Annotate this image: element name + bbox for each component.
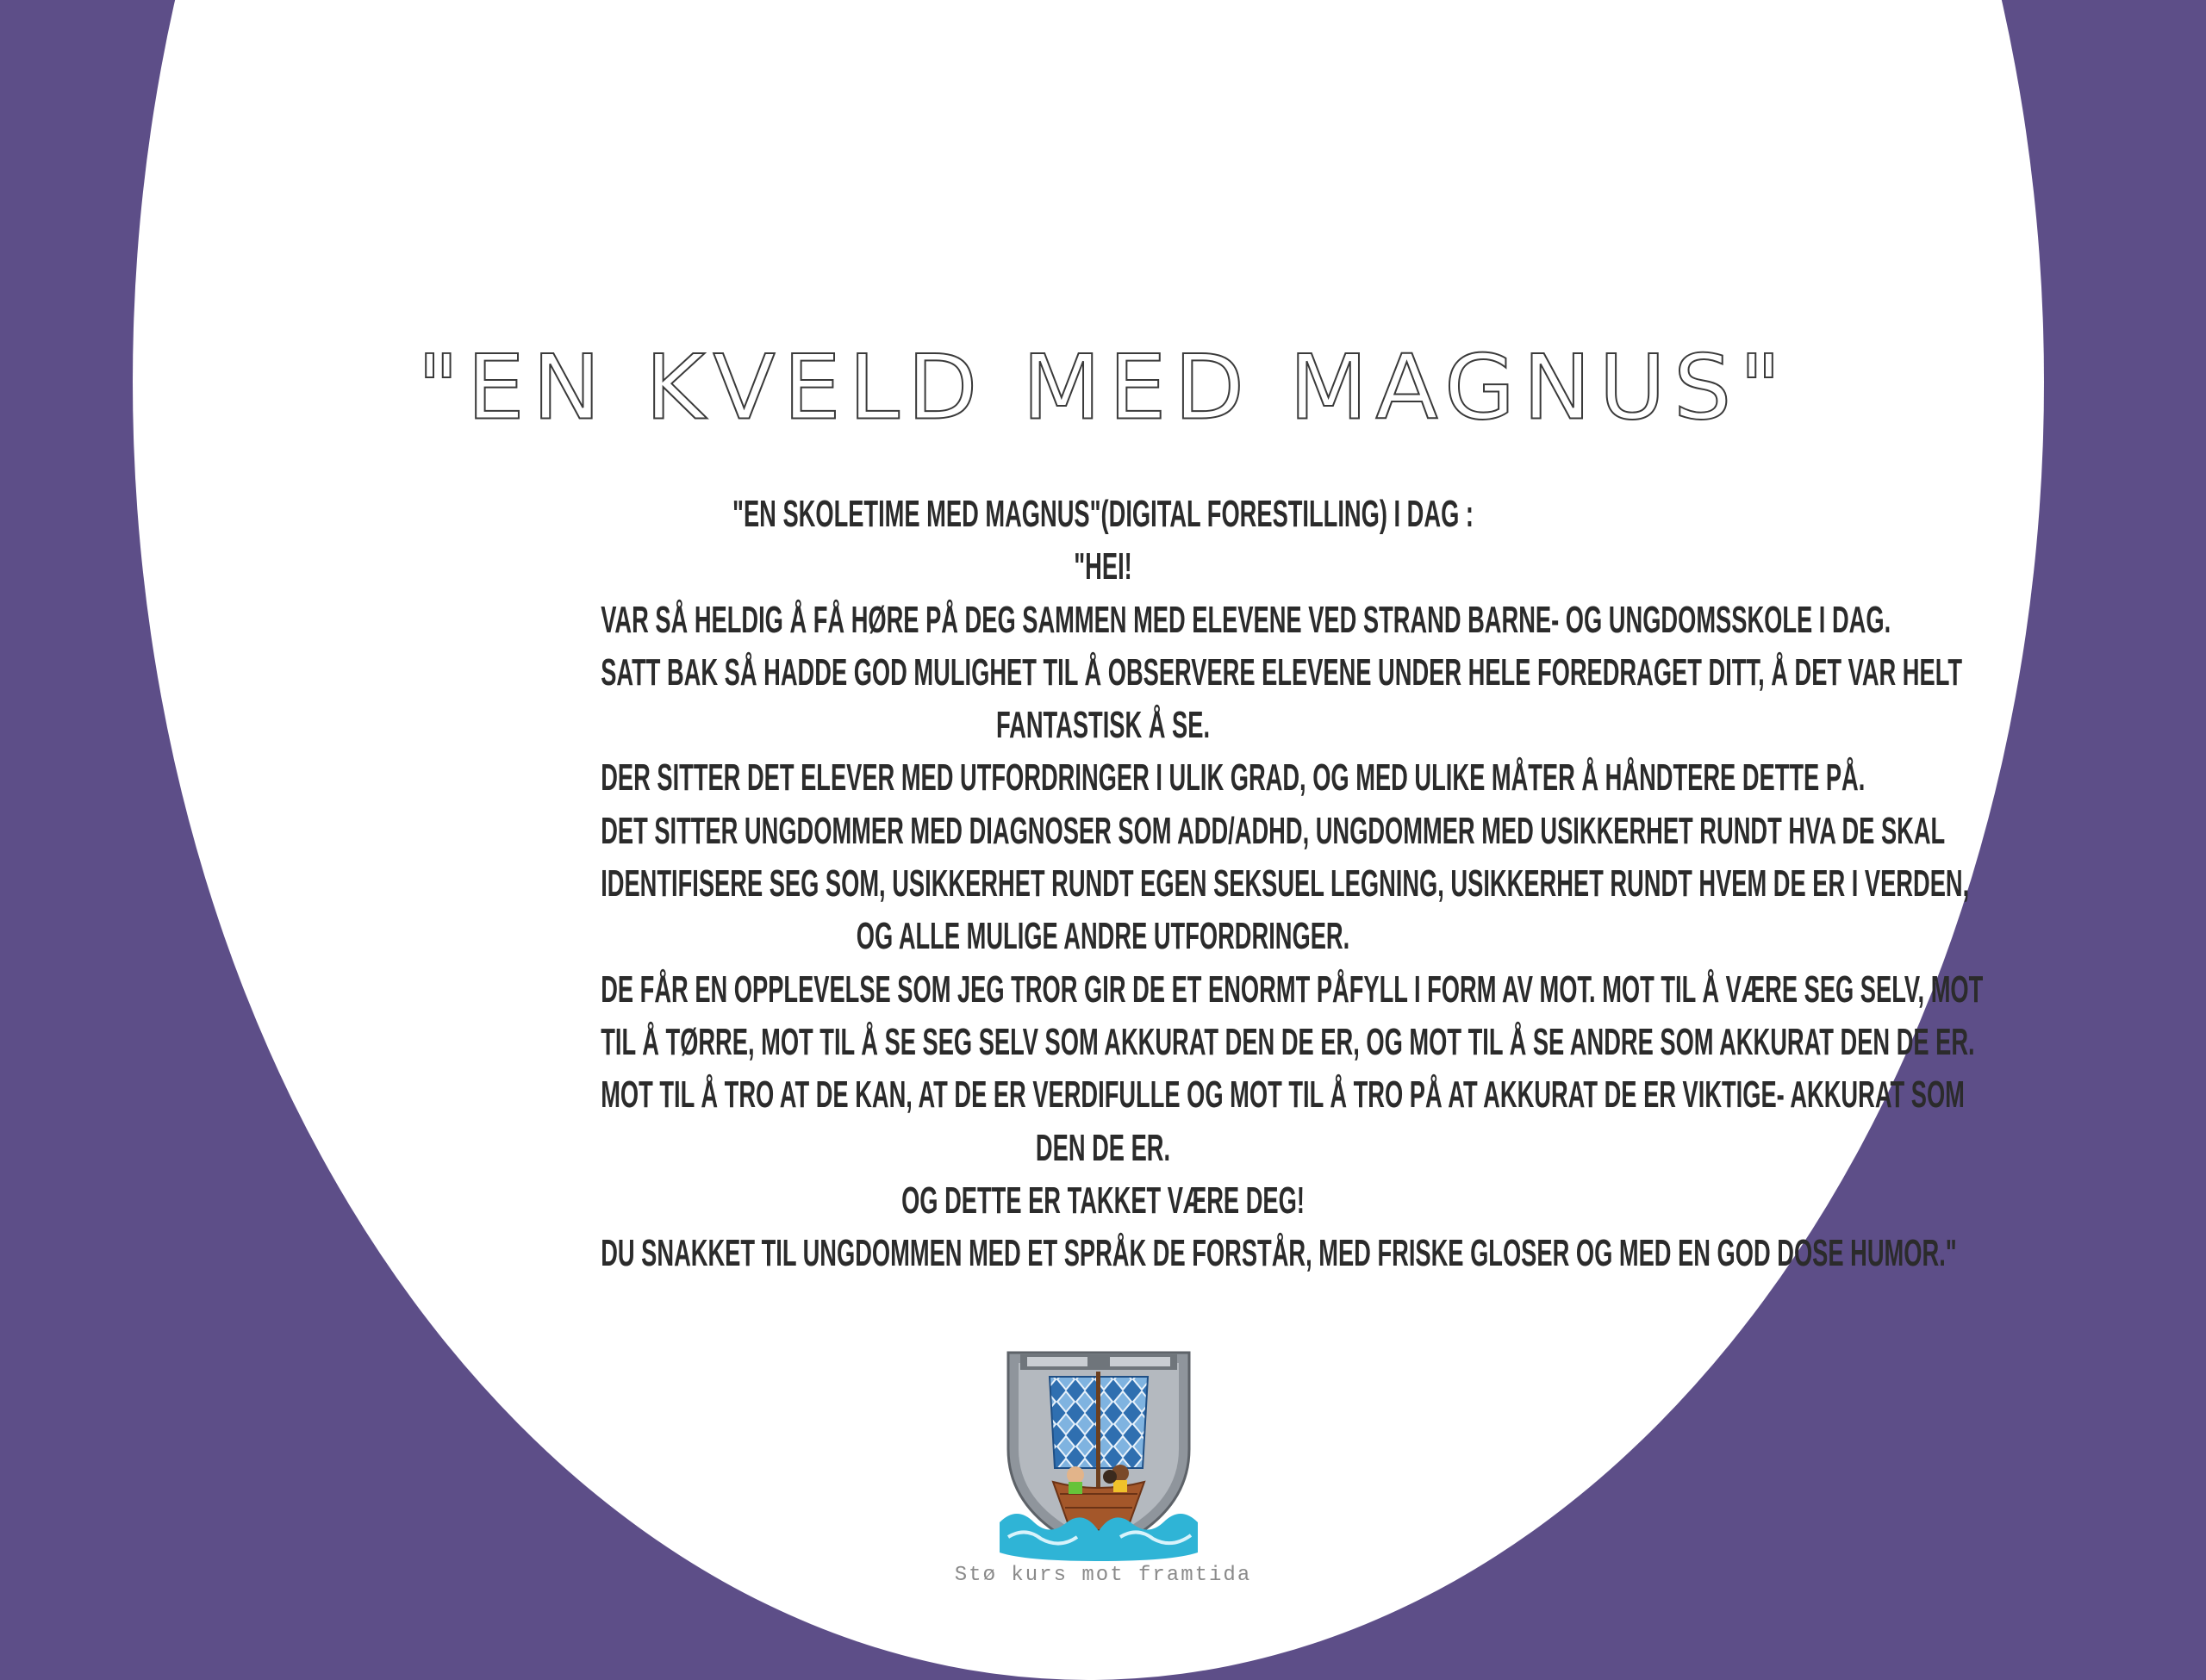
quote-line: DU SNAKKET TIL UNGDOMMEN MED ET SPRÅK DE FORSTÅR, MED FRISKE GLOSER OG MED EN GOD DOSE HUMOR."	[601, 1232, 1957, 1275]
quote-line: DEN DE ER.	[1035, 1126, 1171, 1169]
quote-line: SATT BAK SÅ HADDE GOD MULIGHET TIL Å OBSERVERE ELEVENE UNDER HELE FOREDRAGET DITT, Å DET VAR HELT	[601, 650, 1963, 694]
quote-line: OG DETTE ER TAKKET VÆRE DEG!	[901, 1179, 1305, 1222]
quote-line: OG ALLE MULIGE ANDRE UTFORDRINGER.	[856, 915, 1350, 958]
school-slogan: Stø kurs mot framtida	[954, 1564, 1252, 1587]
quote-line: "EN SKOLETIME MED MAGNUS"(DIGITAL FORESTILLING) I DAG :	[732, 493, 1474, 535]
quote-line: TIL Å TØRRE, MOT TIL Å SE SEG SELV SOM AKKURAT DEN DE ER, OG MOT TIL Å SE ANDRE SOM AKKURAT DEN DE ER.	[601, 1020, 1975, 1063]
quote-line: IDENTIFISERE SEG SOM, USIKKERHET RUNDT EGEN SEKSUEL LEGNING, USIKKERHET RUNDT HVEM DE ER I VERDEN,	[601, 862, 1970, 905]
quote-body	[293, 488, 1984, 1279]
quote-line: DE FÅR EN OPPLEVELSE SOM JEG TROR GIR DE ET ENORMT PÅFYLL I FORM AV MOT. MOT TIL Å VÆRE SEG SELV, MOT	[601, 968, 1984, 1011]
quote-line: VAR SÅ HELDIG Å FÅ HØRE PÅ DEG SAMMEN MED ELEVENE VED STRAND BARNE- OG UNGDOMSSKOLE I DAG.	[601, 598, 1891, 641]
quote-line: DER SITTER DET ELEVER MED UTFORDRINGER I ULIK GRAD, OG MED ULIKE MÅTER Å HÅNDTERE DETTE PÅ.	[601, 756, 1866, 800]
quote-line: DET SITTER UNGDOMMER MED DIAGNOSER SOM ADD/ADHD, UNGDOMMER MED USIKKERHET RUNDT HVA DE SKAL	[601, 809, 1946, 852]
quote-line: FANTASTISK Å SE.	[995, 704, 1211, 747]
page-title-text: "EN KVELD MED MAGNUS"	[417, 335, 1789, 439]
quote-line: MOT TIL Å TRO AT DE KAN, AT DE ER VERDIFULLE OG MOT TIL Å TRO PÅ AT AKKURAT DE ER VIKTIGE- AKKURAT SOM	[601, 1073, 1965, 1117]
school-crest-viking-ship-icon	[1000, 1346, 1198, 1565]
quote-line: "HEI!	[1074, 545, 1132, 588]
page-title	[0, 335, 2206, 439]
